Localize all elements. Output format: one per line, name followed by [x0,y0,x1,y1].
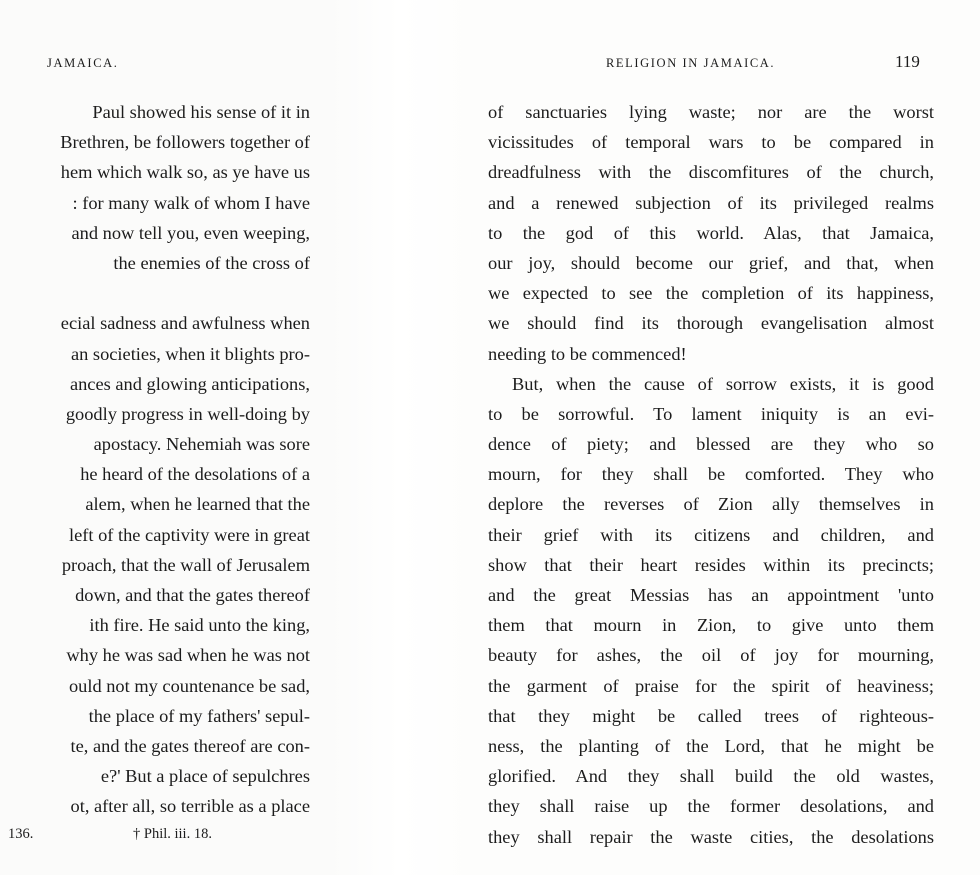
right-running-head: RELIGION IN JAMAICA. [606,56,776,70]
text-line: alem, when he learned that the [85,494,310,515]
text-line: mourn, for they shall be comforted. They who [488,464,934,485]
text-line: ot, after all, so terrible as a place [70,796,310,817]
blank-line [0,278,310,308]
text-line: an societies, when it blights pro- [70,343,310,364]
footnote-number: 136. [8,826,34,842]
text-line: hem which walk so, as ye have us [60,162,310,183]
text-line: ould not my countenance be sad, [68,675,310,696]
text-line: Paul showed his sense of it in [92,102,310,122]
text-line: that they might be called trees of righteous- [488,705,934,726]
text-line: deplore the reverses of Zion ally themselves in [488,494,934,515]
text-line: e?' But a place of sepulchres [100,766,310,787]
text-line: their grief with its citizens and children, and [488,524,934,545]
text-line: of sanctuaries lying waste; nor are the worst [488,102,934,122]
text-line: left of the captivity were in great [68,524,310,545]
text-line: down, and that the gates thereof [75,585,310,605]
text-line: te, and the gates thereof are con- [70,735,310,756]
text-line: Brethren, be followers together of [60,132,310,153]
text-line: dreadfulness with the discomfitures of the church, [488,162,934,183]
text-line: goodly progress in well-doing by [65,403,310,424]
text-line: ecial sadness and awfulness when [60,313,310,334]
text-line: and the great Messias has an appointment 'unto [488,585,934,605]
text-line: them that mourn in Zion, to give unto them [488,615,934,636]
text-line: we expected to see the completion of its happiness, [488,283,934,304]
text-line: vicissitudes of temporal wars to be compared in [488,132,934,153]
text-line: apostacy. Nehemiah was sore [93,434,310,455]
text-line: needing to be commenced! [488,343,687,364]
left-page [0,0,330,875]
right-page-text [488,97,934,852]
text-line: we should find its thorough evangelisation almost [488,313,934,334]
text-line: ness, the planting of the Lord, that he might be [488,735,934,756]
footnote-text: † Phil. iii. 18. [133,826,212,842]
text-line: dence of piety; and blessed are they who so [488,434,934,455]
text-line: show that their heart resides within its precincts; [488,554,934,575]
text-line: our joy, should become our grief, and that, when [488,252,934,273]
text-line: they shall repair the waste cities, the desolations [488,826,934,847]
text-line: glorified. And they shall build the old wastes, [488,766,934,787]
text-line: and a renewed subjection of its privileged realms [488,192,934,213]
text-line: But, when the cause of sorrow exists, it is good [512,373,934,394]
text-line: why he was sad when he was not [66,645,310,666]
text-line: proach, that the wall of Jerusalem [61,554,310,575]
text-line: beauty for ashes, the oil of joy for mourning, [488,645,934,666]
text-line: the enemies of the cross of [113,252,310,273]
text-line: ith fire. He said unto the king, [89,615,310,636]
text-line: to be sorrowful. To lament iniquity is an evi- [488,403,934,424]
text-line: to the god of this world. Alas, that Jamaica, [488,222,934,243]
text-line: : for many walk of whom I have [72,192,310,213]
right-page [470,0,980,875]
text-line: and now tell you, even weeping, [71,222,310,243]
left-running-head: JAMAICA. [47,56,119,70]
left-page-text [0,97,310,822]
page-number: 119 [895,52,920,71]
text-line: he heard of the desolations of a [80,464,310,485]
text-line: the place of my fathers' sepul- [88,705,310,726]
text-line: ances and glowing anticipations, [69,373,310,394]
book-gutter [330,0,470,875]
text-line: they shall raise up the former desolations, and [488,796,934,817]
text-line: the garment of praise for the spirit of heaviness; [488,675,934,696]
